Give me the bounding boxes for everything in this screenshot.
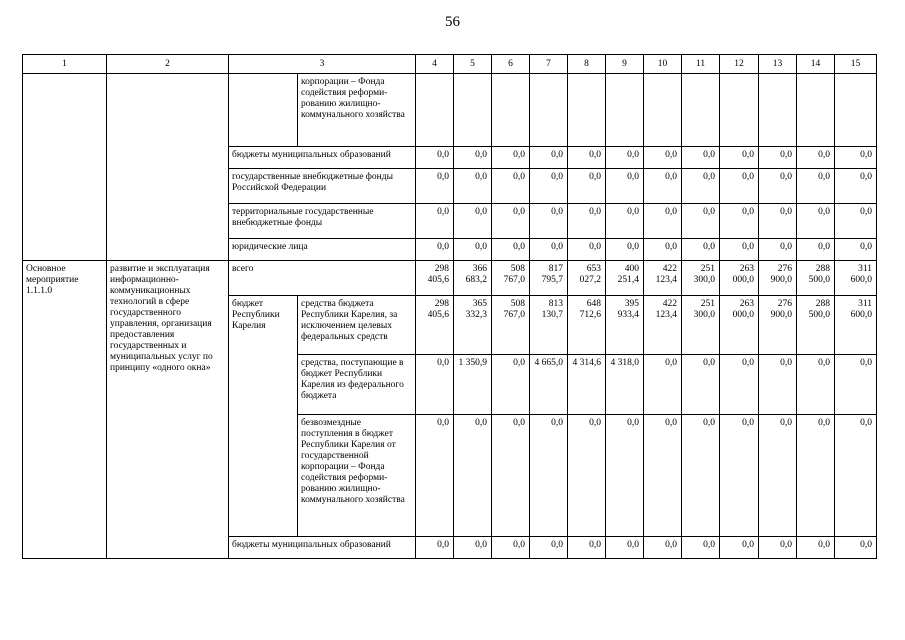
- value-cell: 817 795,7: [530, 261, 568, 296]
- empty-cell: [797, 74, 835, 147]
- value-cell: 0,0: [759, 415, 797, 537]
- value-cell: 298 405,6: [416, 261, 454, 296]
- value-cell: 0,0: [797, 169, 835, 204]
- value-cell: 0,0: [492, 239, 530, 261]
- header-cell: 4: [416, 55, 454, 74]
- value-cell: 1 350,9: [454, 355, 492, 415]
- source-label: территориальные государственные внебюджетные фонды: [229, 204, 416, 239]
- value-cell: 0,0: [797, 355, 835, 415]
- empty-cell: [682, 74, 720, 147]
- header-cell: 1: [23, 55, 107, 74]
- value-cell: 0,0: [568, 239, 606, 261]
- value-cell: 251 300,0: [682, 261, 720, 296]
- value-cell: 0,0: [416, 239, 454, 261]
- value-cell: 0,0: [416, 204, 454, 239]
- value-cell: 0,0: [835, 147, 877, 169]
- source-label: всего: [229, 261, 416, 296]
- value-cell: 400 251,4: [606, 261, 644, 296]
- value-cell: 0,0: [492, 147, 530, 169]
- table-row: [23, 261, 877, 296]
- value-cell: 0,0: [492, 537, 530, 559]
- header-cell: 9: [606, 55, 644, 74]
- value-cell: 0,0: [682, 415, 720, 537]
- header-cell: 3: [229, 55, 416, 74]
- value-cell: 0,0: [416, 415, 454, 537]
- value-cell: 0,0: [720, 169, 759, 204]
- value-cell: 0,0: [606, 415, 644, 537]
- empty-cell: [416, 74, 454, 147]
- value-cell: 0,0: [835, 239, 877, 261]
- value-cell: 0,0: [606, 537, 644, 559]
- value-cell: 0,0: [720, 239, 759, 261]
- value-cell: 311 600,0: [835, 296, 877, 355]
- value-cell: 0,0: [606, 204, 644, 239]
- header-cell: 12: [720, 55, 759, 74]
- value-cell: 0,0: [530, 147, 568, 169]
- value-cell: 0,0: [759, 169, 797, 204]
- header-cell: 13: [759, 55, 797, 74]
- value-cell: 0,0: [835, 537, 877, 559]
- value-cell: 263 000,0: [720, 296, 759, 355]
- source-label: бюджеты муниципальных образований: [229, 537, 416, 559]
- value-cell: 0,0: [492, 355, 530, 415]
- value-cell: 0,0: [797, 239, 835, 261]
- value-cell: 0,0: [568, 537, 606, 559]
- empty-cell: [23, 74, 107, 261]
- value-cell: 0,0: [835, 415, 877, 537]
- value-cell: 276 900,0: [759, 296, 797, 355]
- value-cell: 0,0: [759, 147, 797, 169]
- table-row: [23, 74, 877, 147]
- value-cell: 0,0: [682, 355, 720, 415]
- source-label: юридические лица: [229, 239, 416, 261]
- empty-cell: [606, 74, 644, 147]
- empty-cell: [759, 74, 797, 147]
- value-cell: 0,0: [720, 355, 759, 415]
- value-cell: 0,0: [644, 537, 682, 559]
- value-cell: 0,0: [644, 147, 682, 169]
- value-cell: 0,0: [797, 147, 835, 169]
- value-cell: 0,0: [682, 147, 720, 169]
- value-cell: 0,0: [454, 415, 492, 537]
- value-cell: 0,0: [568, 169, 606, 204]
- value-cell: 0,0: [606, 239, 644, 261]
- value-cell: 508 767,0: [492, 261, 530, 296]
- value-cell: 0,0: [568, 147, 606, 169]
- value-cell: 0,0: [454, 239, 492, 261]
- value-cell: 0,0: [644, 239, 682, 261]
- header-row: [23, 55, 877, 74]
- value-cell: 4 318,0: [606, 355, 644, 415]
- empty-cell: [229, 74, 298, 147]
- value-cell: 422 123,4: [644, 296, 682, 355]
- header-cell: 14: [797, 55, 835, 74]
- value-cell: 0,0: [759, 355, 797, 415]
- header-cell: 7: [530, 55, 568, 74]
- value-cell: 0,0: [759, 239, 797, 261]
- header-cell: 6: [492, 55, 530, 74]
- value-cell: 0,0: [454, 204, 492, 239]
- value-cell: 0,0: [530, 239, 568, 261]
- value-cell: 0,0: [530, 537, 568, 559]
- activity-name: Основное мероприятие 1.1.1.0: [23, 261, 107, 559]
- value-cell: 0,0: [530, 169, 568, 204]
- page-number: 56: [445, 14, 460, 30]
- value-cell: 0,0: [492, 169, 530, 204]
- value-cell: 0,0: [682, 204, 720, 239]
- source-label: государственные внебюджетные фонды Российской Федерации: [229, 169, 416, 204]
- value-cell: 365 332,3: [454, 296, 492, 355]
- value-cell: 0,0: [492, 415, 530, 537]
- budget-group-label: бюджет Республики Карелия: [229, 296, 298, 537]
- value-cell: 0,0: [720, 147, 759, 169]
- header-cell: 10: [644, 55, 682, 74]
- value-cell: 366 683,2: [454, 261, 492, 296]
- header-cell: 8: [568, 55, 606, 74]
- value-cell: 251 300,0: [682, 296, 720, 355]
- value-cell: 0,0: [797, 204, 835, 239]
- value-cell: 0,0: [644, 355, 682, 415]
- value-cell: 508 767,0: [492, 296, 530, 355]
- value-cell: 0,0: [682, 537, 720, 559]
- value-cell: 813 130,7: [530, 296, 568, 355]
- value-cell: 4 665,0: [530, 355, 568, 415]
- value-cell: 0,0: [454, 537, 492, 559]
- empty-cell: [454, 74, 492, 147]
- value-cell: 422 123,4: [644, 261, 682, 296]
- source-sublabel: безвозмездные поступления в бюджет Республики Карелия от государственной корпорации – Фонда содействия реформи-рованию жилищно-коммунального хозяйства: [298, 415, 416, 537]
- value-cell: 298 405,6: [416, 296, 454, 355]
- value-cell: 263 000,0: [720, 261, 759, 296]
- value-cell: 0,0: [759, 537, 797, 559]
- empty-cell: [492, 74, 530, 147]
- header-cell: 15: [835, 55, 877, 74]
- header-cell: 2: [107, 55, 229, 74]
- header-cell: 5: [454, 55, 492, 74]
- value-cell: 276 900,0: [759, 261, 797, 296]
- value-cell: 0,0: [454, 169, 492, 204]
- empty-cell: [530, 74, 568, 147]
- value-cell: 4 314,6: [568, 355, 606, 415]
- empty-cell: [720, 74, 759, 147]
- value-cell: 0,0: [568, 415, 606, 537]
- value-cell: 0,0: [606, 169, 644, 204]
- value-cell: 0,0: [682, 169, 720, 204]
- value-cell: 0,0: [644, 169, 682, 204]
- value-cell: 0,0: [568, 204, 606, 239]
- value-cell: 0,0: [644, 204, 682, 239]
- value-cell: 0,0: [644, 415, 682, 537]
- value-cell: 0,0: [416, 147, 454, 169]
- value-cell: 0,0: [759, 204, 797, 239]
- budget-table: [22, 54, 877, 559]
- value-cell: 653 027,2: [568, 261, 606, 296]
- empty-cell: [568, 74, 606, 147]
- value-cell: 0,0: [720, 537, 759, 559]
- value-cell: 0,0: [492, 204, 530, 239]
- value-cell: 0,0: [835, 204, 877, 239]
- value-cell: 0,0: [797, 537, 835, 559]
- header-cell: 11: [682, 55, 720, 74]
- source-sublabel: корпорации – Фонда содействия реформи-рованию жилищно-коммунального хозяйства: [298, 74, 416, 147]
- value-cell: 395 933,4: [606, 296, 644, 355]
- value-cell: 0,0: [606, 147, 644, 169]
- source-sublabel: средства, поступающие в бюджет Республики Карелия из федерального бюджета: [298, 355, 416, 415]
- value-cell: 0,0: [416, 537, 454, 559]
- value-cell: 0,0: [454, 147, 492, 169]
- empty-cell: [835, 74, 877, 147]
- empty-cell: [644, 74, 682, 147]
- source-sublabel: средства бюджета Республики Карелия, за исключением целевых федеральных средств: [298, 296, 416, 355]
- value-cell: 0,0: [416, 355, 454, 415]
- value-cell: 0,0: [416, 169, 454, 204]
- value-cell: 0,0: [835, 169, 877, 204]
- value-cell: 0,0: [720, 415, 759, 537]
- value-cell: 288 500,0: [797, 296, 835, 355]
- value-cell: 648 712,6: [568, 296, 606, 355]
- value-cell: 0,0: [720, 204, 759, 239]
- source-label: бюджеты муниципальных образований: [229, 147, 416, 169]
- value-cell: 0,0: [530, 204, 568, 239]
- value-cell: 288 500,0: [797, 261, 835, 296]
- value-cell: 0,0: [835, 355, 877, 415]
- value-cell: 0,0: [530, 415, 568, 537]
- value-cell: 0,0: [682, 239, 720, 261]
- activity-description: развитие и эксплуатация информационно-коммуникационных технологий в сфере государственного управления, организация предоставления государственных и муниципальных услуг по принципу «одного окна»: [107, 261, 229, 559]
- empty-cell: [107, 74, 229, 261]
- value-cell: 0,0: [797, 415, 835, 537]
- value-cell: 311 600,0: [835, 261, 877, 296]
